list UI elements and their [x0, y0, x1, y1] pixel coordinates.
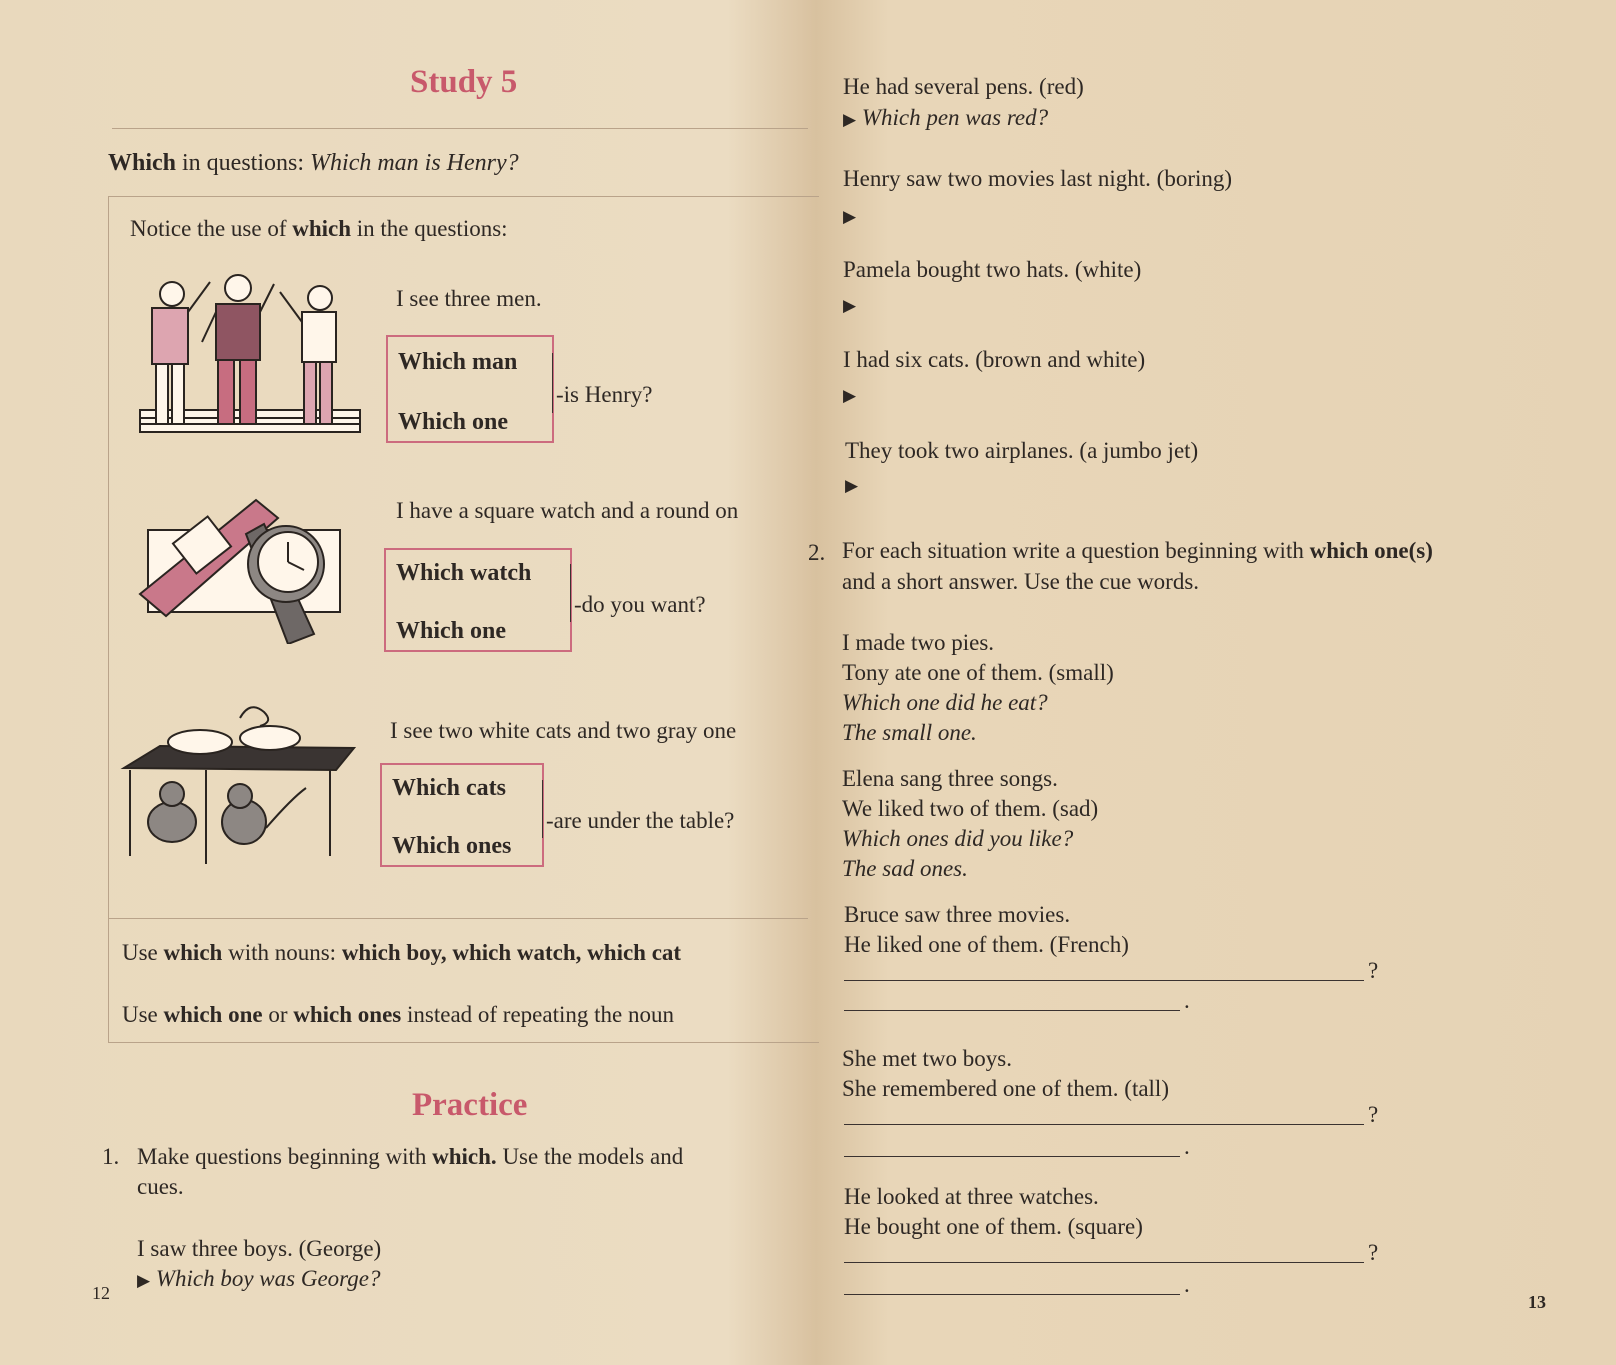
- example-b-question: Which ones did you like?: [842, 826, 1074, 851]
- task3-period: .: [1184, 1272, 1190, 1297]
- model-answer-line: [137, 1266, 380, 1292]
- item1-answer-line: [843, 105, 1048, 131]
- exercise2-bold: which one(s): [1309, 538, 1433, 563]
- rule1-mid: with nouns:: [222, 940, 342, 965]
- example-a-answer: The small one.: [842, 720, 977, 745]
- example-a-line1: I made two pies.: [842, 630, 995, 655]
- task1-line1: Bruce saw three movies.: [844, 902, 1071, 927]
- rule2-mid: or: [262, 1002, 294, 1027]
- task1-question-blank[interactable]: [844, 980, 1364, 981]
- task2-answer-blank[interactable]: [844, 1156, 1180, 1157]
- example1-bracket: [552, 353, 553, 413]
- task1-period: .: [1184, 988, 1190, 1013]
- example1-rest: -is Henry?: [556, 382, 653, 407]
- exercise2-number: 2.: [808, 540, 826, 565]
- title-rule: [112, 128, 808, 129]
- rule1-pre: Use: [122, 940, 164, 965]
- example1-option-b: Which one: [398, 409, 509, 435]
- task3-question-mark: ?: [1368, 1240, 1379, 1265]
- task1-question-mark: ?: [1368, 958, 1379, 983]
- model-prompt: I saw three boys. (George): [137, 1236, 382, 1261]
- item1-answer: Which pen was red?: [861, 105, 1049, 130]
- example3-rest-text: are under the table?: [553, 808, 735, 833]
- example2-sentence: I have a square watch and a round on: [396, 498, 739, 523]
- heading-bold: Which: [108, 150, 177, 176]
- task2-question-mark: ?: [1368, 1102, 1379, 1127]
- task1-answer-blank[interactable]: [844, 1010, 1180, 1011]
- example-b-line1: Elena sang three songs.: [842, 766, 1058, 791]
- task2-line2: She remembered one of them. (tall): [842, 1076, 1169, 1101]
- example3-box: [380, 763, 544, 867]
- rule1: [122, 940, 681, 966]
- page-number-left: 12: [92, 1283, 110, 1303]
- rule2-pre: Use: [122, 1002, 164, 1027]
- task1-line2: He liked one of them. (French): [844, 932, 1129, 957]
- item1-prompt: He had several pens. (red): [843, 74, 1084, 99]
- exercise2-pre: For each situation write a question beginning with: [842, 538, 1310, 563]
- example-b-answer: The sad ones.: [842, 856, 968, 881]
- rule2: [122, 1002, 674, 1028]
- exercise1-number: 1.: [102, 1144, 120, 1169]
- notice-post: in the questions:: [351, 216, 508, 241]
- rule2-bold1: which one: [163, 1002, 263, 1027]
- task2-line1: She met two boys.: [842, 1046, 1012, 1071]
- example1-box: [386, 335, 554, 443]
- box-divider: [108, 918, 808, 919]
- task2-period: .: [1184, 1134, 1190, 1159]
- item5-prompt: They took two airplanes. (a jumbo jet): [845, 438, 1199, 463]
- arrow-icon: ▶: [843, 110, 857, 129]
- example2-rest-text: do you want?: [581, 592, 706, 617]
- arrow-icon: ▶: [845, 476, 859, 495]
- arrow-icon: ▶: [137, 1271, 151, 1290]
- exercise1-pre: Make questions beginning with: [137, 1144, 433, 1169]
- example3-option-a: Which cats: [392, 775, 506, 801]
- example2-bracket: [570, 564, 571, 622]
- section-heading: [108, 150, 519, 177]
- arrow-icon: ▶: [843, 386, 857, 405]
- rule1-bold1: which: [163, 940, 223, 965]
- exercise1-instruction: [137, 1144, 683, 1170]
- item2-prompt: Henry saw two movies last night. (boring): [843, 166, 1233, 191]
- example1-option-a: Which man: [398, 349, 518, 375]
- exercise1-line2: cues.: [137, 1174, 184, 1199]
- example1-sentence: I see three men.: [396, 286, 542, 311]
- rule2-post: instead of repeating the noun: [401, 1002, 674, 1027]
- notice-bold: which: [292, 216, 352, 241]
- item4-prompt: I had six cats. (brown and white): [843, 347, 1146, 372]
- example-a-line2: Tony ate one of them. (small): [842, 660, 1114, 685]
- example3-rest: -are under the table?: [546, 808, 735, 833]
- right-page: [808, 0, 1616, 1365]
- three-men-illustration: [130, 272, 370, 452]
- rule2-bold2: which ones: [293, 1002, 402, 1027]
- example2-rest: -do you want?: [574, 592, 706, 617]
- task3-answer-blank[interactable]: [844, 1294, 1180, 1295]
- task3-line1: He looked at three watches.: [844, 1184, 1099, 1209]
- exercise1-post: Use the models and: [496, 1144, 684, 1169]
- example3-option-b: Which ones: [392, 833, 512, 859]
- rule1-bold2: which boy, which watch, which cat: [341, 940, 682, 965]
- task3-question-blank[interactable]: [844, 1262, 1364, 1263]
- arrow-icon: ▶: [843, 296, 857, 315]
- watches-illustration: [136, 494, 346, 644]
- notice-line: [130, 216, 508, 242]
- example-a-question: Which one did he eat?: [842, 690, 1048, 715]
- task2-question-blank[interactable]: [844, 1124, 1364, 1125]
- study-title: Study 5: [410, 64, 518, 100]
- notice-pre: Notice the use of: [130, 216, 293, 241]
- example2-box: [384, 548, 572, 652]
- model-answer: Which boy was George?: [155, 1266, 381, 1291]
- example1-rest-text: is Henry?: [563, 382, 653, 407]
- heading-text: in questions:: [176, 150, 311, 176]
- example2-option-a: Which watch: [396, 560, 532, 586]
- page-number-right: 13: [1528, 1292, 1546, 1312]
- heading-example: Which man is Henry?: [310, 150, 519, 176]
- cats-table-illustration: [120, 698, 360, 870]
- exercise2-line2: and a short answer. Use the cue words.: [842, 569, 1200, 594]
- item3-prompt: Pamela bought two hats. (white): [843, 257, 1142, 282]
- example-b-line2: We liked two of them. (sad): [842, 796, 1099, 821]
- exercise1-bold: which.: [432, 1144, 497, 1169]
- practice-title: Practice: [412, 1087, 528, 1123]
- example3-sentence: I see two white cats and two gray one: [390, 718, 737, 743]
- arrow-icon: ▶: [843, 207, 857, 226]
- exercise2-instruction: [842, 538, 1433, 564]
- task3-line2: He bought one of them. (square): [844, 1214, 1143, 1239]
- example3-bracket: [542, 780, 543, 838]
- example2-option-b: Which one: [396, 618, 507, 644]
